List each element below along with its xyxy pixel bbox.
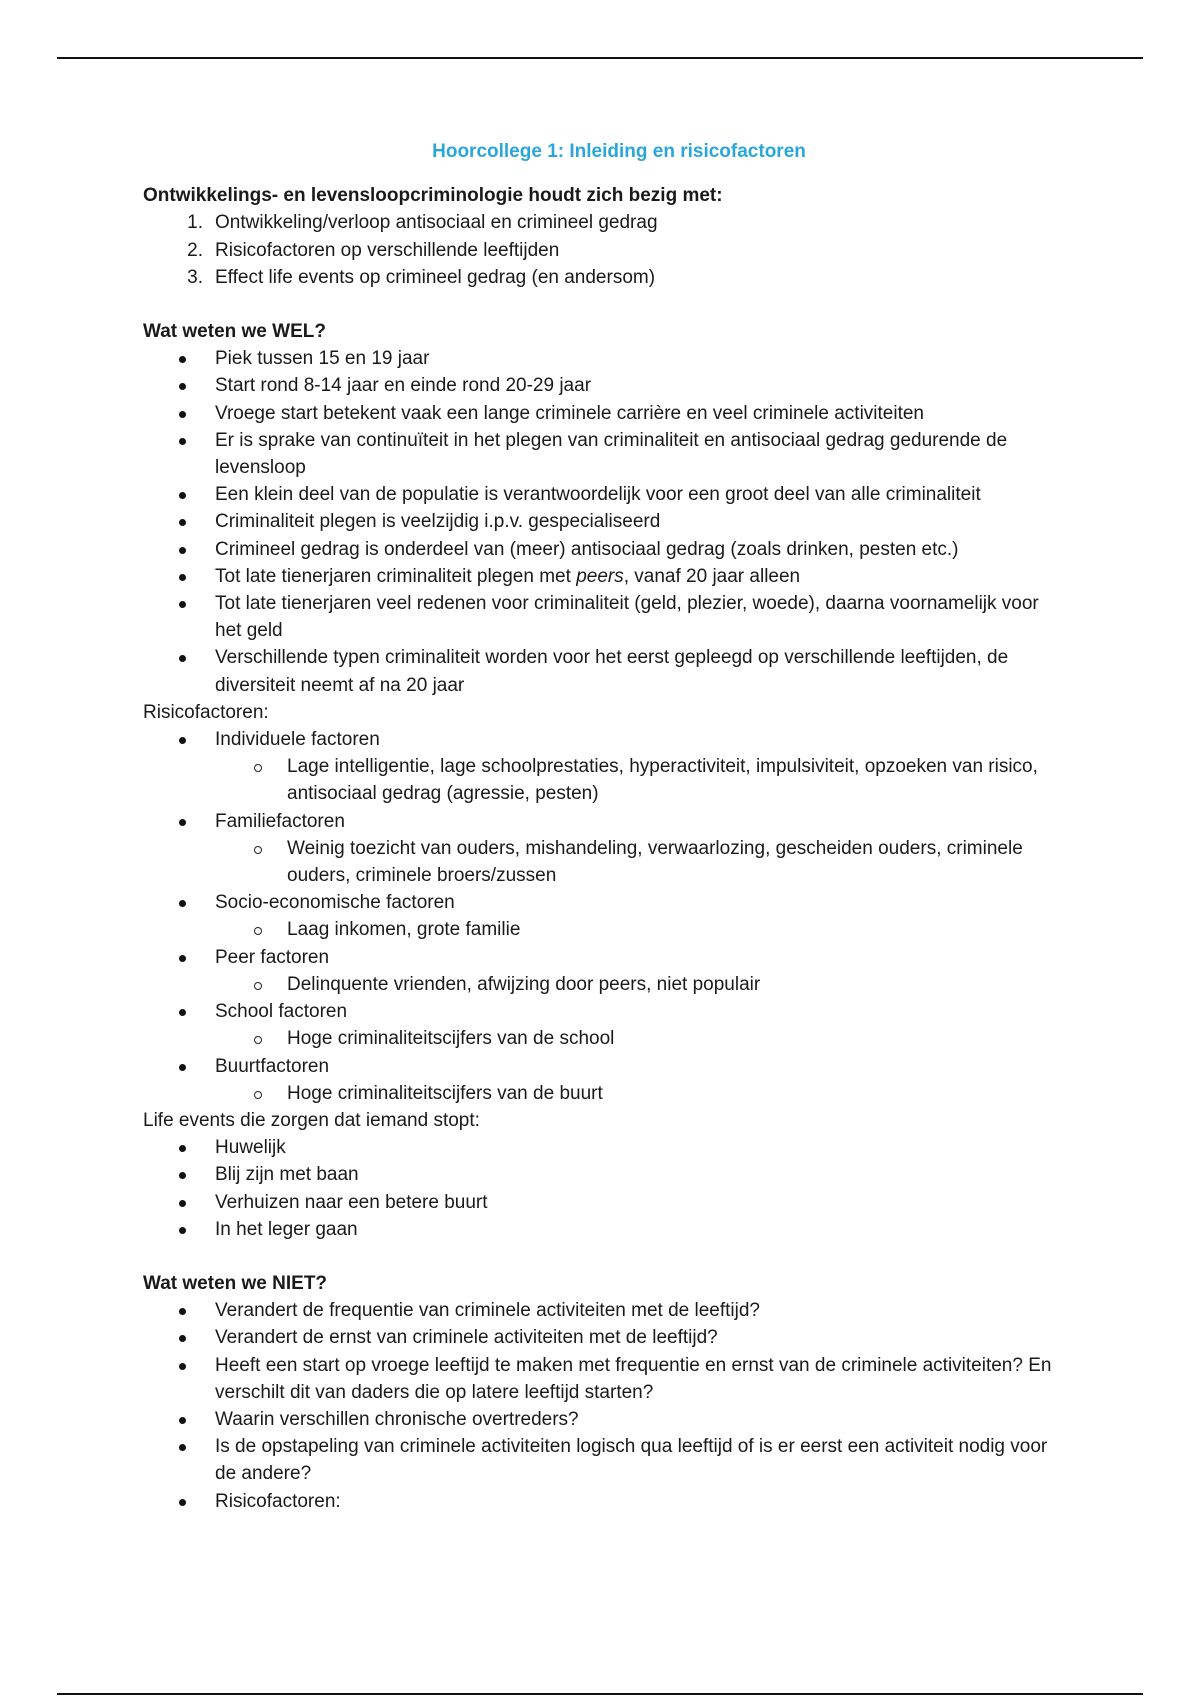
list-item-text: Verandert de ernst van criminele activiteiten met de leeftijd? xyxy=(215,1327,718,1349)
header-rule xyxy=(57,57,1143,59)
bullet-icon xyxy=(179,1172,186,1179)
list-item-text: Peer factoren xyxy=(215,946,330,968)
list-item xyxy=(143,726,1063,753)
sub-list-item-text: Laag inkomen, grote familie xyxy=(287,919,521,941)
life-events-list xyxy=(143,1134,1063,1243)
list-item-text: Verschillende typen criminaliteit worden voor het eerst gepleegd op verschillende leeftijden, de diversiteit neemt af na 20 jaar xyxy=(215,647,1009,696)
bullet-icon xyxy=(179,1363,186,1370)
list-item-text: Risicofactoren: xyxy=(215,1490,341,1512)
hollow-bullet-icon xyxy=(254,1036,262,1044)
list-item-text: In het leger gaan xyxy=(215,1218,358,1240)
list-item xyxy=(143,264,1063,291)
bullet-icon xyxy=(179,411,186,418)
wel-list xyxy=(143,345,1063,699)
sub-list-item xyxy=(143,971,1063,998)
list-item-text: Huwelijk xyxy=(215,1137,286,1159)
sub-list-item xyxy=(143,916,1063,943)
bullet-icon xyxy=(179,1444,186,1451)
life-events-heading: Life events die zorgen dat iemand stopt: xyxy=(143,1109,480,1131)
list-item-text: School factoren xyxy=(215,1001,348,1023)
footer-rule xyxy=(57,1693,1143,1695)
list-item-text: Buurtfactoren xyxy=(215,1055,330,1077)
list-item-text-before: Tot late tienerjaren criminaliteit plegen met xyxy=(215,565,577,587)
bullet-icon xyxy=(179,1417,186,1424)
bullet-icon xyxy=(179,900,186,907)
list-item xyxy=(143,1433,1063,1487)
list-item-text: Waarin verschillen chronische overtreders? xyxy=(215,1408,579,1430)
wel-heading: Wat weten we WEL? xyxy=(143,321,326,343)
list-item-text-after: , vanaf 20 jaar alleen xyxy=(623,565,801,587)
list-item xyxy=(143,563,1063,590)
bullet-icon xyxy=(179,601,186,608)
bullet-icon xyxy=(179,383,186,390)
list-item xyxy=(143,1406,1063,1433)
list-item xyxy=(143,944,1063,971)
sub-list-item-text: Weinig toezicht van ouders, mishandeling, verwaarlozing, gescheiden ouders, criminele ouders, criminele broers/zussen xyxy=(287,837,1023,887)
bullet-icon xyxy=(179,1335,186,1342)
list-item-text: Verhuizen naar een betere buurt xyxy=(215,1191,488,1213)
list-item-text: Een klein deel van de populatie is verantwoordelijk voor een groot deel van alle criminaliteit xyxy=(215,484,981,506)
sub-list-item xyxy=(143,753,1063,807)
bullet-icon xyxy=(179,356,186,363)
document-title: Hoorcollege 1: Inleiding en risicofactoren xyxy=(432,141,806,162)
hollow-bullet-icon xyxy=(254,846,262,854)
bullet-icon xyxy=(179,1200,186,1207)
list-item xyxy=(143,1161,1063,1188)
list-item-text: Is de opstapeling van criminele activiteiten logisch qua leeftijd of is er eerst een activiteit nodig voor de andere? xyxy=(215,1436,1048,1485)
sub-list-item-text: Hoge criminaliteitscijfers van de buurt xyxy=(287,1082,603,1104)
niet-list xyxy=(143,1297,1063,1515)
list-item xyxy=(143,372,1063,399)
list-item-text: Risicofactoren op verschillende leeftijden xyxy=(215,239,560,261)
list-item xyxy=(143,345,1063,372)
list-number: 3. xyxy=(187,266,203,288)
bullet-icon xyxy=(179,547,186,554)
intro-heading: Ontwikkelings- en levensloopcriminologie houdt zich bezig met: xyxy=(143,185,723,207)
list-item xyxy=(143,1488,1063,1515)
sub-list-item-text: Hoge criminaliteitscijfers van de school xyxy=(287,1028,615,1050)
list-item-text: Er is sprake van continuïteit in het plegen van criminaliteit en antisociaal gedrag gedurende de levensloop xyxy=(215,429,1008,479)
list-item xyxy=(143,237,1063,264)
bullet-icon xyxy=(179,955,186,962)
niet-heading: Wat weten we NIET? xyxy=(143,1272,328,1294)
sub-list-item-text: Delinquente vrienden, afwijzing door peers, niet populair xyxy=(287,973,761,995)
list-item xyxy=(143,1352,1063,1406)
spacer xyxy=(143,1243,1063,1270)
risico-list xyxy=(143,726,1063,1107)
list-item xyxy=(143,536,1063,563)
bullet-icon xyxy=(179,819,186,826)
list-item xyxy=(143,400,1063,427)
bullet-icon xyxy=(179,519,186,526)
hollow-bullet-icon xyxy=(254,927,262,935)
list-item xyxy=(143,889,1063,916)
bullet-icon xyxy=(179,574,186,581)
list-item xyxy=(143,481,1063,508)
list-item xyxy=(143,808,1063,835)
bullet-icon xyxy=(179,1227,186,1234)
risico-heading: Risicofactoren: xyxy=(143,701,269,723)
list-item-text: Verandert de frequentie van criminele activiteiten met de leeftijd? xyxy=(215,1300,760,1322)
sub-list-item-text: Lage intelligentie, lage schoolprestaties, hyperactiviteit, impulsiviteit, opzoeken van risico, antisociaal gedrag (agressie, pesten) xyxy=(287,756,1038,805)
list-item xyxy=(143,1216,1063,1243)
list-item xyxy=(143,508,1063,535)
list-item-text: Tot late tienerjaren veel redenen voor criminaliteit (geld, plezier, woede), daarna voornamelijk voor het geld xyxy=(215,593,1039,642)
bullet-icon xyxy=(179,438,186,445)
list-item xyxy=(143,1297,1063,1324)
list-item-text: Familiefactoren xyxy=(215,810,345,832)
sub-list-item xyxy=(143,1025,1063,1052)
list-item-text-italic: peers xyxy=(576,565,624,587)
bullet-icon xyxy=(179,1308,186,1315)
bullet-icon xyxy=(179,1145,186,1152)
list-item-text: Heeft een start op vroege leeftijd te maken met frequentie en ernst van de criminele activiteiten? En verschilt dit van daders die op latere leeftijd starten? xyxy=(215,1354,1052,1403)
list-item-text: Socio-economische factoren xyxy=(215,892,455,914)
spacer xyxy=(143,291,1063,318)
bullet-icon xyxy=(179,737,186,744)
list-item-text: Start rond 8-14 jaar en einde rond 20-29 jaar xyxy=(215,375,592,397)
hollow-bullet-icon xyxy=(254,764,262,772)
list-item-text: Vroege start betekent vaak een lange criminele carrière en veel criminele activiteiten xyxy=(215,402,924,424)
list-item-text: Blij zijn met baan xyxy=(215,1164,359,1186)
list-item-text: Crimineel gedrag is onderdeel van (meer) antisociaal gedrag (zoals drinken, pesten etc.) xyxy=(215,538,959,560)
bullet-icon xyxy=(179,492,186,499)
list-item xyxy=(143,590,1063,644)
sub-list-item xyxy=(143,1080,1063,1107)
hollow-bullet-icon xyxy=(254,982,262,990)
bullet-icon xyxy=(179,1009,186,1016)
bullet-icon xyxy=(179,1499,186,1506)
list-item xyxy=(143,1324,1063,1351)
list-item-text: Individuele factoren xyxy=(215,729,380,751)
list-number: 2. xyxy=(187,239,203,261)
list-item-text: Criminaliteit plegen is veelzijdig i.p.v. gespecialiseerd xyxy=(215,511,661,533)
document-body xyxy=(143,138,1063,1515)
bullet-icon xyxy=(179,1064,186,1071)
list-item-text: Ontwikkeling/verloop antisociaal en crimineel gedrag xyxy=(215,212,658,234)
list-item xyxy=(143,998,1063,1025)
list-item xyxy=(143,1134,1063,1161)
list-item xyxy=(143,644,1063,698)
sub-list-item xyxy=(143,835,1063,889)
list-item-text: Effect life events op crimineel gedrag (en andersom) xyxy=(215,266,656,288)
intro-list xyxy=(143,209,1063,291)
list-item xyxy=(143,427,1063,481)
list-item xyxy=(143,1053,1063,1080)
list-number: 1. xyxy=(187,212,203,234)
hollow-bullet-icon xyxy=(254,1091,262,1099)
list-item-text: Piek tussen 15 en 19 jaar xyxy=(215,348,430,370)
list-item xyxy=(143,1189,1063,1216)
list-item xyxy=(143,209,1063,236)
bullet-icon xyxy=(179,655,186,662)
